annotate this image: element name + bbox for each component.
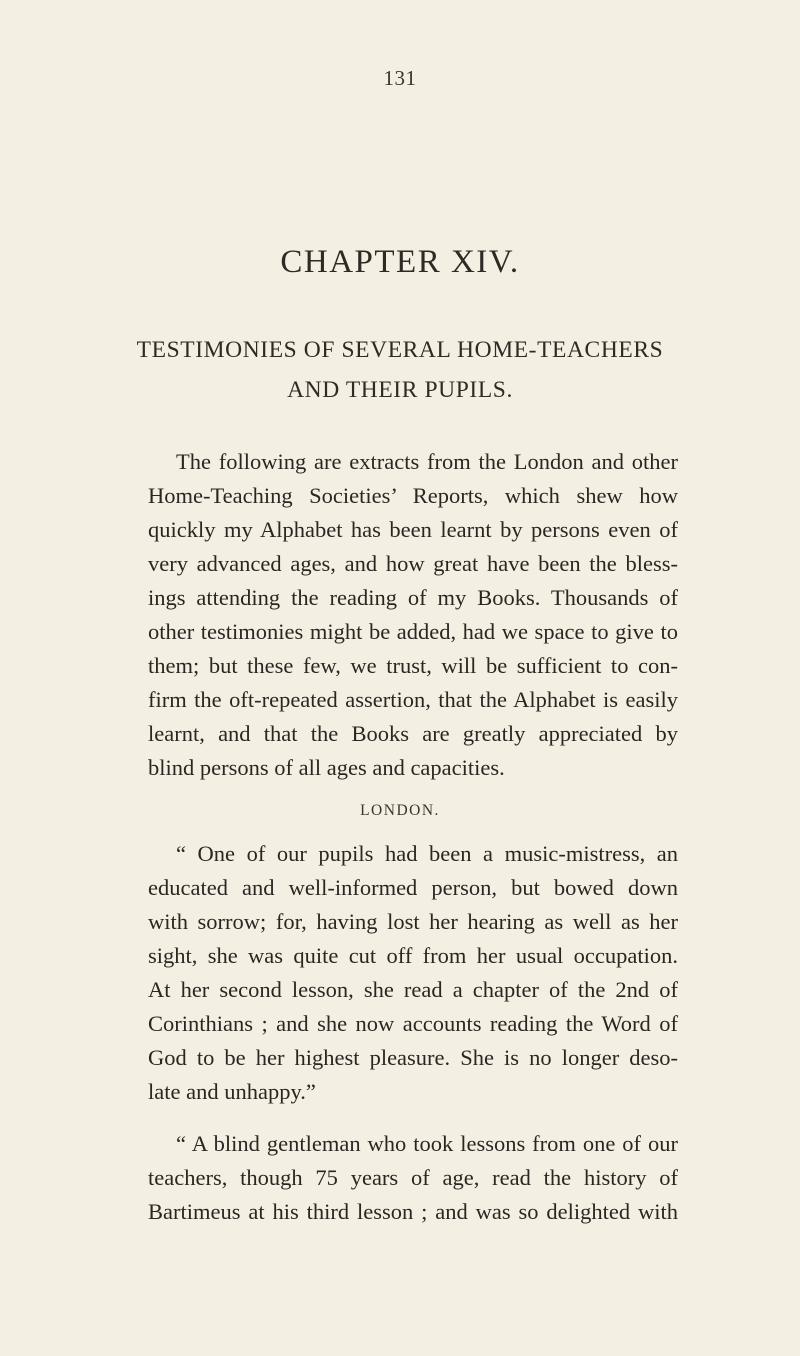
subtitle-line: TESTIMONIES OF SEVERAL HOME-TEACHERS [136, 337, 664, 363]
text-line: educated and well-informed person, but bowed down [148, 875, 678, 900]
text-line: late and unhappy.” [148, 1079, 316, 1104]
chapter-subtitle [120, 330, 680, 410]
section-heading: LONDON. [360, 802, 440, 819]
text-line: “ One of our pupils had been a music-mistress, an [176, 841, 678, 866]
text-line: Bartimeus at his third lesson ; and was so delighted with [148, 1199, 678, 1224]
page-number: 131 [383, 66, 417, 90]
text-line: God to be her highest pleasure. She is no longer deso- [148, 1045, 678, 1070]
text-line: firm the oft-repeated assertion, that the Alphabet is easily [148, 687, 678, 712]
subtitle-line: AND THEIR PUPILS. [287, 377, 513, 403]
text-line: very advanced ages, and how great have been the bless- [148, 551, 678, 576]
text-line: other testimonies might be added, had we space to give to [148, 619, 678, 644]
text-line: them; but these few, we trust, will be sufficient to con- [148, 653, 678, 678]
text-line: sight, she was quite cut off from her usual occupation. [148, 943, 678, 968]
text-line: “ A blind gentleman who took lessons from one of our [176, 1131, 678, 1156]
text-line: Home-Teaching Societies’ Reports, which shew how [148, 483, 678, 508]
text-line: Corinthians ; and she now accounts reading the Word of [148, 1011, 678, 1036]
chapter-title: CHAPTER XIV. [280, 244, 520, 280]
text-line: quickly my Alphabet has been learnt by persons even of [148, 517, 678, 542]
text-line: teachers, though 75 years of age, read the history of [148, 1165, 678, 1190]
text-line: At her second lesson, she read a chapter of the 2nd of [148, 977, 678, 1002]
text-line: The following are extracts from the London and other [176, 449, 678, 474]
text-line: ings attending the reading of my Books. Thousands of [148, 585, 678, 610]
text-line: blind persons of all ages and capacities. [148, 755, 505, 780]
text-line: with sorrow; for, having lost her hearing as well as her [148, 909, 678, 934]
text-line: learnt, and that the Books are greatly appreciated by [148, 721, 678, 746]
